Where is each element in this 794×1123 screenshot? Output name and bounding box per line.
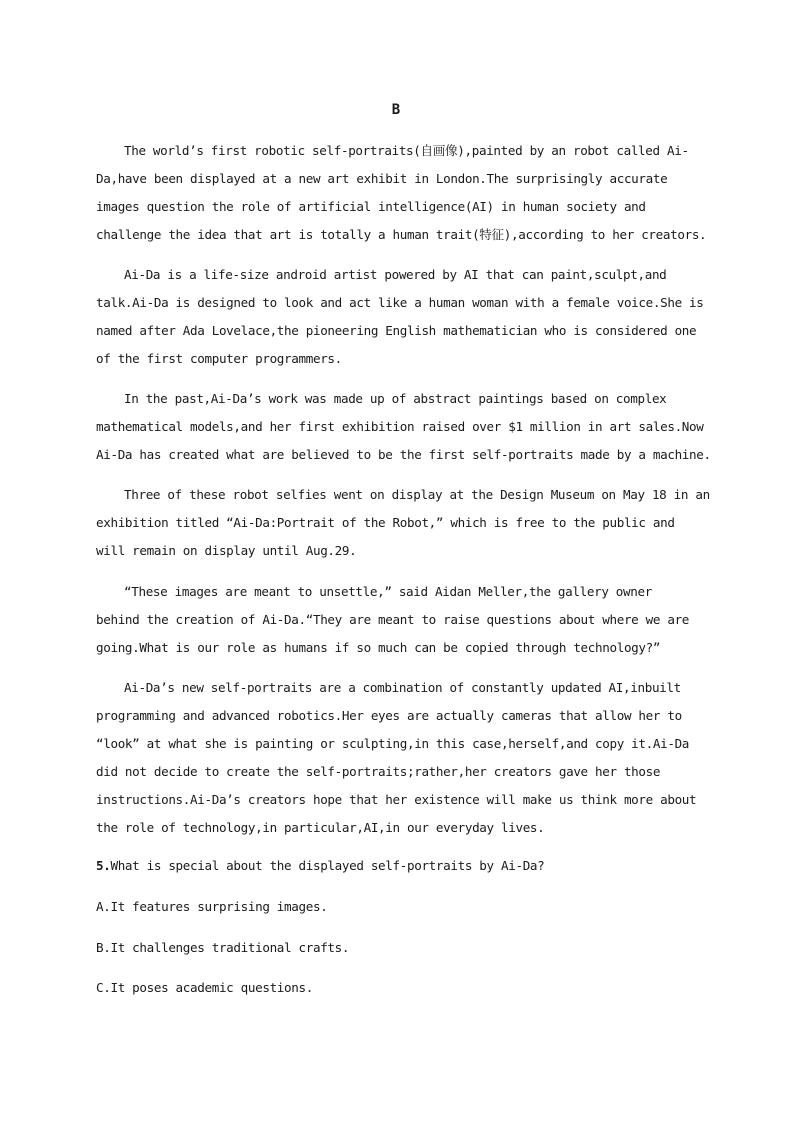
paragraph-line: did not decide to create the self-portraits;rather,her creators gave her those [96, 764, 661, 779]
paragraph-line: Three of these robot selfies went on display at the Design Museum on May 18 in an [124, 487, 710, 502]
paragraph-line: images question the role of artificial intelligence(AI) in human society and [96, 199, 646, 214]
paragraph-2 [96, 261, 704, 373]
paragraph-line: The world’s first robotic self-portraits(自画像),painted by an robot called Ai- [124, 143, 689, 158]
paragraph-line: Ai-Da is a life-size android artist powered by AI that can paint,sculpt,and [124, 267, 667, 282]
paragraph-line: of the first computer programmers. [96, 351, 342, 366]
paragraph-line: Da,have been displayed at a new art exhibit in London.The surprisingly accurate [96, 171, 668, 186]
paragraph-4 [96, 481, 710, 565]
paragraph-line: In the past,Ai-Da’s work was made up of abstract paintings based on complex [124, 391, 667, 406]
paragraph-line: Ai-Da’s new self-portraits are a combination of constantly updated AI,inbuilt [124, 680, 681, 695]
paragraph-1 [96, 137, 707, 249]
paragraph-line: going.What is our role as humans if so much can be copied through technology?” [96, 640, 661, 655]
paragraph-line: named after Ada Lovelace,the pioneering English mathematician who is considered one [96, 323, 697, 338]
paragraph-line: “These images are meant to unsettle,” said Aidan Meller,the gallery owner [124, 584, 652, 599]
paragraph-line: programming and advanced robotics.Her eyes are actually cameras that allow her to [96, 708, 682, 723]
paragraph-line: challenge the idea that art is totally a human trait(特征),according to her creators. [96, 227, 707, 242]
paragraph-line: will remain on display until Aug.29. [96, 543, 357, 558]
option-c[interactable]: C.It poses academic questions. [96, 980, 313, 995]
question-number: 5. [96, 858, 111, 873]
paragraph-line: behind the creation of Ai-Da.“They are meant to raise questions about where we are [96, 612, 690, 627]
paragraph-5 [96, 578, 696, 662]
paragraph-6 [96, 674, 696, 842]
paragraph-line: Ai-Da has created what are believed to be the first self-portraits made by a machine. [96, 447, 711, 462]
section-title: B [391, 102, 401, 118]
option-a[interactable]: A.It features surprising images. [96, 899, 328, 914]
question-text: What is special about the displayed self-portraits by Ai-Da? [110, 858, 545, 873]
paragraph-3 [96, 385, 711, 469]
paragraph-line: instructions.Ai-Da’s creators hope that her existence will make us think more about [96, 792, 697, 807]
option-b[interactable]: B.It challenges traditional crafts. [96, 940, 350, 955]
paragraph-line: “look” at what she is painting or sculpting,in this case,herself,and copy it.Ai-Da [96, 736, 690, 751]
paragraph-line: talk.Ai-Da is designed to look and act like a human woman with a female voice.She is [96, 295, 704, 310]
paragraph-line: the role of technology,in particular,AI,in our everyday lives. [96, 820, 545, 835]
question-stem [96, 858, 544, 873]
paragraph-line: mathematical models,and her first exhibition raised over $1 million in art sales.Now [96, 419, 704, 434]
paragraph-line: exhibition titled “Ai-Da:Portrait of the Robot,” which is free to the public and [96, 515, 675, 530]
